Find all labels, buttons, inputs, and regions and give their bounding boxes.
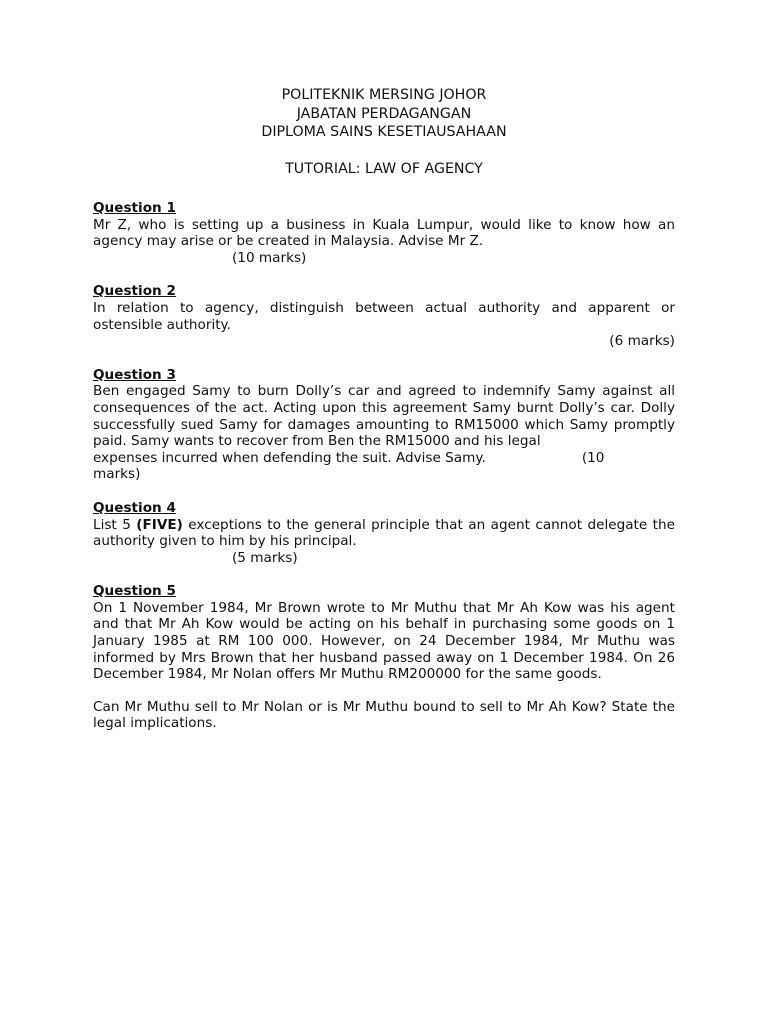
question-3	[93, 367, 675, 483]
program-name: DIPLOMA SAINS KESETIAUSAHAAN	[261, 124, 507, 140]
question-5-text: On 1 November 1984, Mr Brown wrote to Mr Muthu that Mr Ah Kow was his agent and that Mr Ah Kow would be acting on his behalf in purchasing some goods on 1 January 1985 at RM 100 000. However, on 24 December 1984, Mr Muthu was informed by Mrs Brown that her husband passed away on 1 December 1984. On 26 December 1984, Mr Nolan offers Mr Muthu RM200000 for the same goods.	[93, 599, 675, 683]
question-1	[93, 200, 675, 266]
question-1-text: Mr Z, who is setting up a business in Kuala Lumpur, would like to know how an agency may arise or be created in Malaysia. Advise Mr Z.	[93, 216, 675, 250]
question-5-text-2: Can Mr Muthu sell to Mr Nolan or is Mr Muthu bound to sell to Mr Ah Kow? State the legal implications.	[93, 698, 675, 732]
question-4-marks: (5 marks)	[232, 549, 298, 566]
tutorial-title: TUTORIAL: LAW OF AGENCY	[285, 160, 483, 177]
question-1-marks: (10 marks)	[232, 249, 307, 266]
institution-name: POLITEKNIK MERSING JOHOR	[281, 87, 487, 103]
question-2-text: In relation to agency, distinguish between actual authority and apparent or ostensible authority.	[93, 299, 675, 333]
question-3-text-tail: expenses incurred when defending the suit. Advise Samy.	[93, 449, 486, 466]
question-4	[93, 500, 675, 566]
question-2-heading: Question 2	[93, 283, 176, 300]
question-3-heading: Question 3	[93, 366, 176, 383]
question-4-text-after: exceptions to the general principle that an agent cannot delegate the authority given to him by his principal.	[93, 516, 675, 550]
question-2-marks: (6 marks)	[609, 333, 675, 350]
question-4-heading: Question 4	[93, 499, 176, 516]
document-page	[93, 86, 675, 732]
question-4-text-before: List 5	[93, 516, 137, 533]
question-2	[93, 283, 675, 349]
question-3-text: Ben engaged Samy to burn Dolly’s car and agreed to indemnify Samy against all consequences of the act. Acting upon this agreement Samy burnt Dolly’s car. Dolly successfully sued Samy for damages amounting to RM15000 which Samy promptly paid. Samy wants to recover from Ben the RM15000 and his legal	[93, 383, 675, 450]
question-1-heading: Question 1	[93, 200, 176, 216]
question-3-tail-line	[93, 450, 675, 467]
question-4-text-bold: (FIVE)	[136, 516, 183, 533]
question-4-text	[93, 517, 675, 550]
question-5	[93, 583, 675, 732]
department-name: JABATAN PERDAGANGAN	[296, 105, 472, 122]
question-3-marks-part2: marks)	[93, 466, 141, 483]
question-5-heading: Question 5	[93, 583, 176, 600]
question-3-marks-part1: (10	[581, 449, 605, 466]
